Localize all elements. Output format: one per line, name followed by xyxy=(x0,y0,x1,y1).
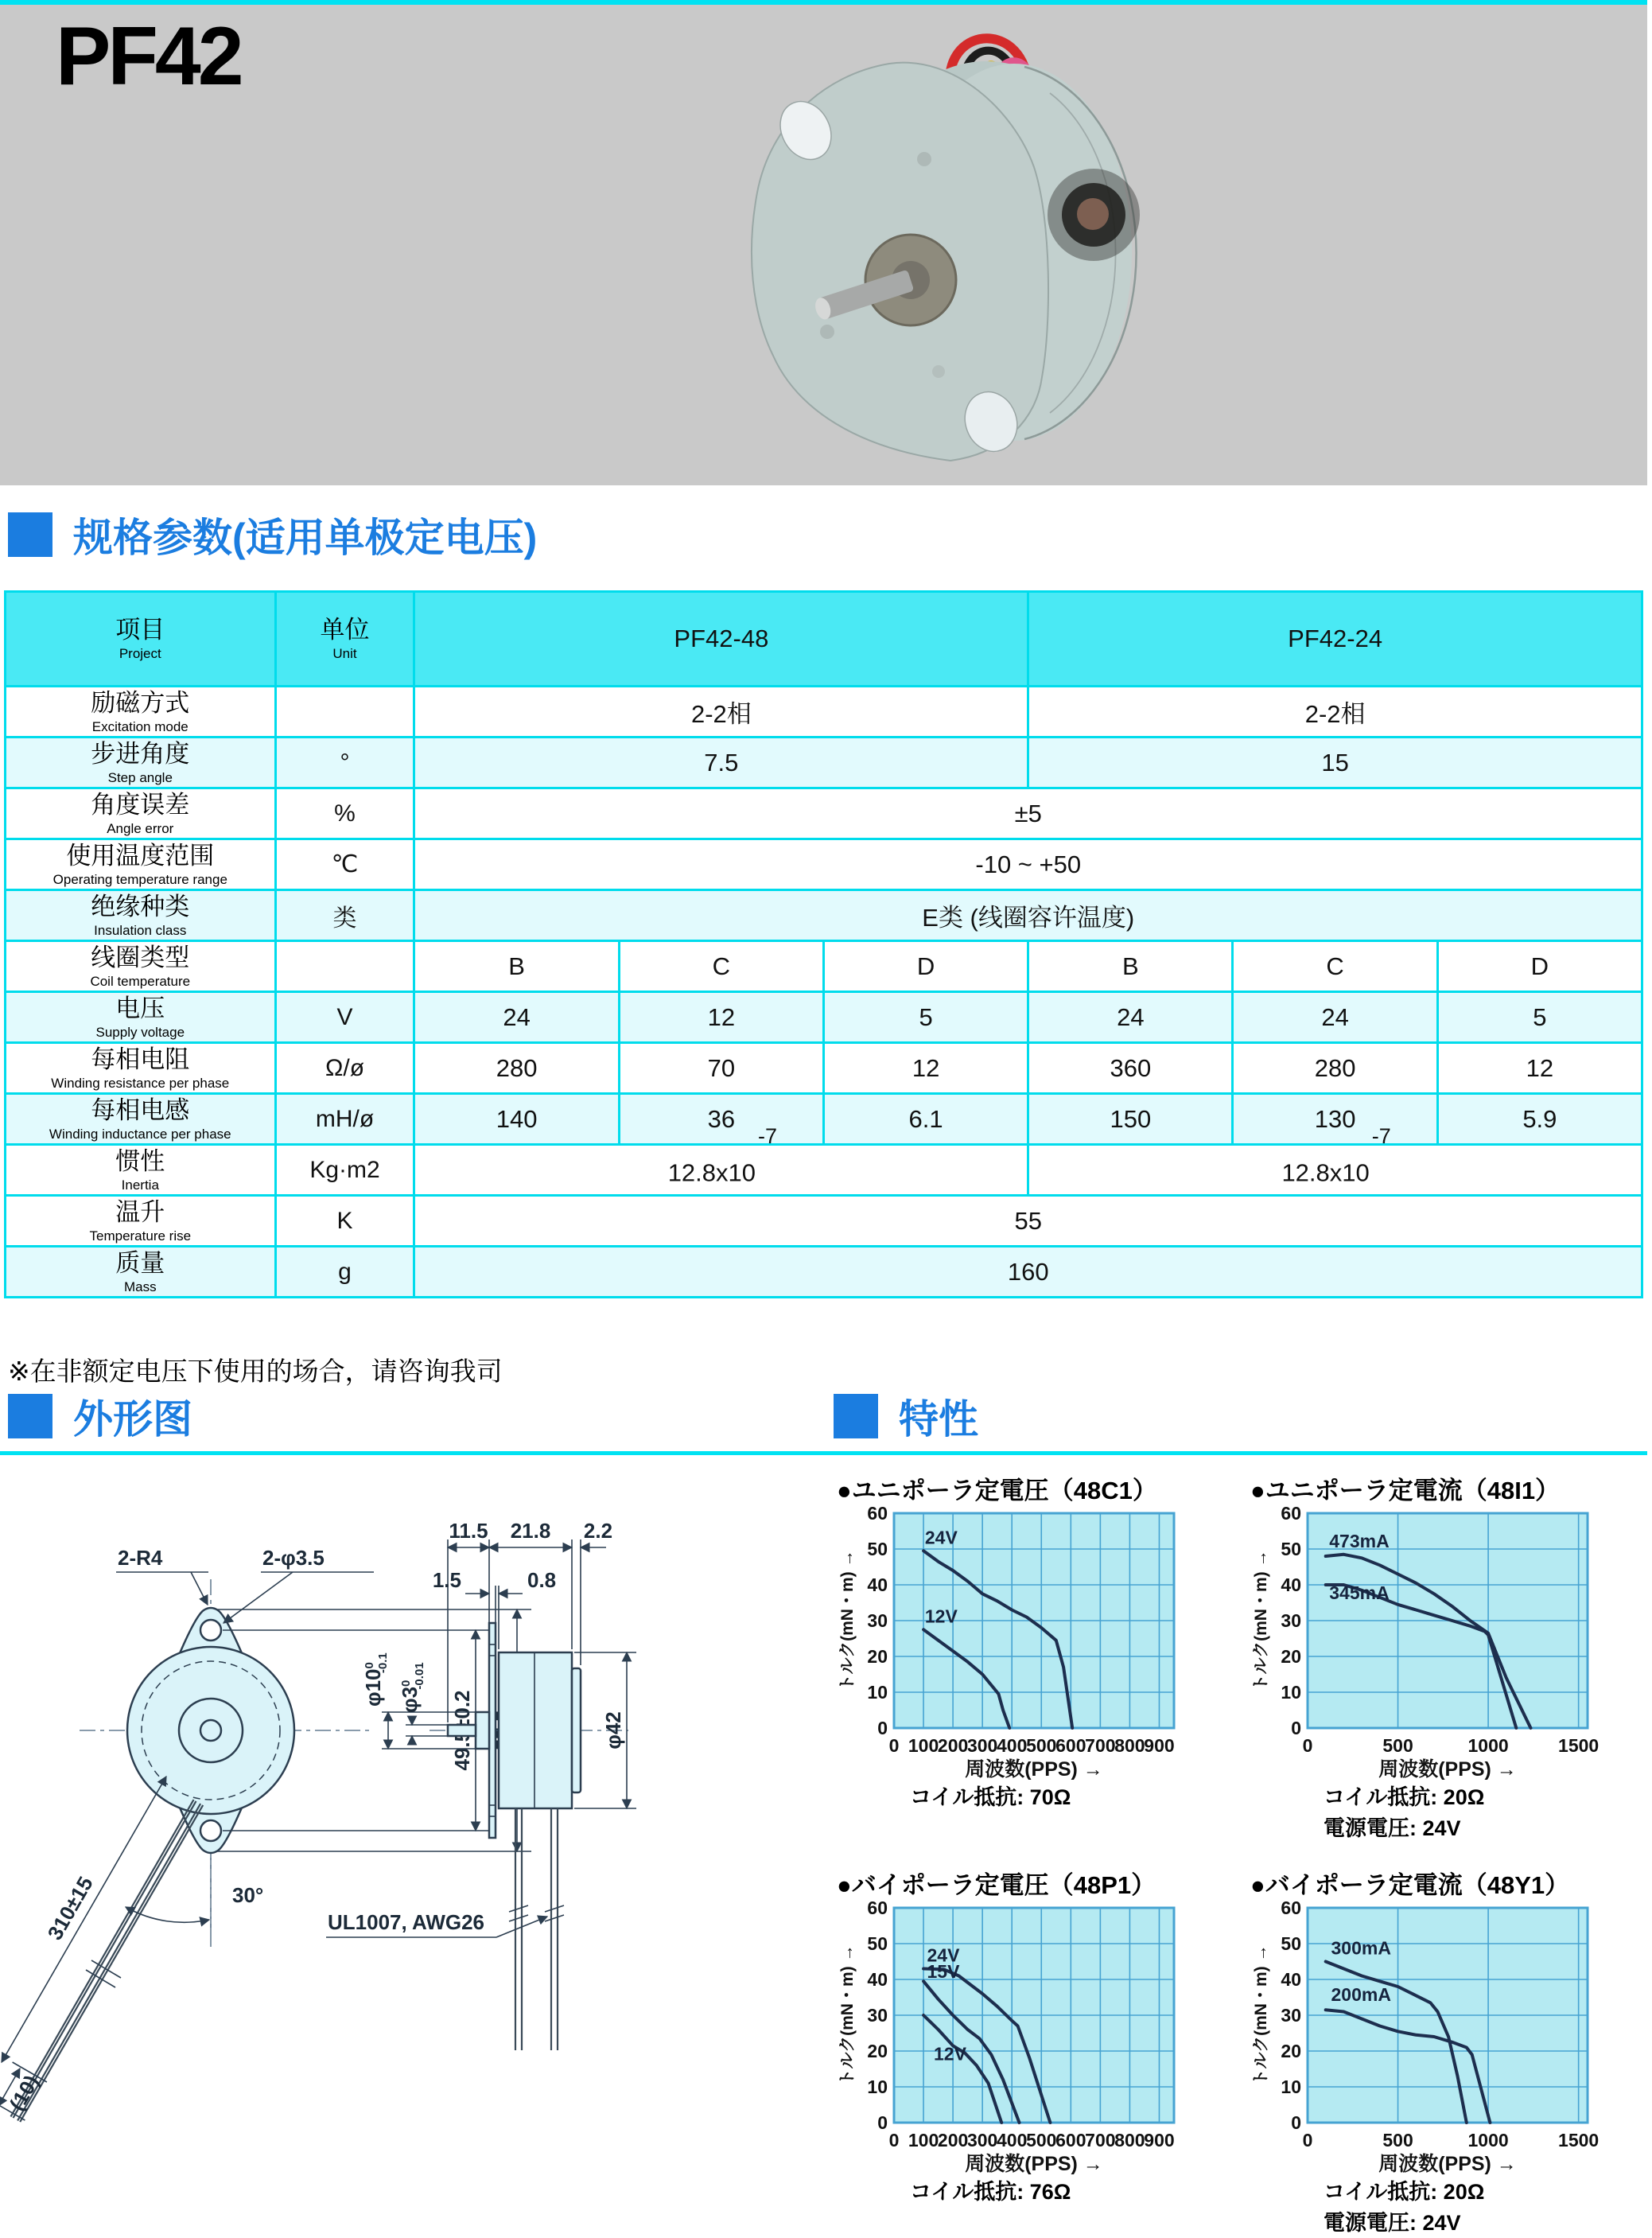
row-voltage: 电压 Supply voltage V 24 12 5 24 24 5 xyxy=(6,992,1642,1043)
svg-text:300: 300 xyxy=(966,2130,998,2150)
row-inductance: 每相电感 Winding inductance per phase mH/ø 140 36 6.1 150 130 5.9 xyxy=(6,1094,1642,1145)
chart-note: 電源電圧: 24V xyxy=(1324,1816,1461,1840)
dim-lead-tip: (10) xyxy=(4,2070,44,2115)
section-header-outline xyxy=(8,1388,192,1445)
svg-text:30: 30 xyxy=(1281,2005,1301,2026)
chart-48C1-plot xyxy=(837,1503,1230,1781)
dim-boss-gap: 0.8 xyxy=(527,1568,557,1592)
chart-48I1 xyxy=(1250,1470,1652,1843)
section-header-characteristics xyxy=(834,1388,978,1445)
svg-text:30: 30 xyxy=(867,2005,888,2026)
svg-text:800: 800 xyxy=(1114,1735,1145,1756)
svg-text:周波数(PPS) →: 周波数(PPS) → xyxy=(1378,2153,1517,2175)
chart-note: コイル抵抗: 70Ω xyxy=(910,1785,1071,1809)
section-title: 特性 xyxy=(899,1397,978,1442)
blue-square-icon xyxy=(8,1394,52,1438)
section-header-spec xyxy=(8,506,537,563)
svg-text:1000: 1000 xyxy=(1467,2130,1509,2150)
banner xyxy=(0,5,1647,485)
svg-text:トルク(mN・m) →: トルク(mN・m) → xyxy=(838,1550,857,1691)
row-angle-error: 角度误差 Angle error % ±5 xyxy=(6,788,1642,839)
svg-text:20: 20 xyxy=(1281,1646,1301,1667)
outline-drawing xyxy=(0,1460,823,2224)
col-unit-cn: 单位 xyxy=(320,616,370,644)
svg-text:400: 400 xyxy=(997,2130,1028,2150)
svg-text:200: 200 xyxy=(937,1735,969,1756)
chart-48I1-plot xyxy=(1250,1503,1644,1781)
svg-text:40: 40 xyxy=(867,1574,888,1595)
dim-body-dia: φ42 xyxy=(601,1711,625,1750)
chart-48P1 xyxy=(837,1865,1238,2207)
section-title: 外形图 xyxy=(73,1397,192,1442)
svg-text:周波数(PPS) →: 周波数(PPS) → xyxy=(1378,1758,1517,1781)
dim-shaft-len: 11.5 xyxy=(449,1519,488,1543)
svg-text:30: 30 xyxy=(1281,1610,1301,1631)
svg-text:40: 40 xyxy=(1281,1969,1301,1990)
svg-text:10: 10 xyxy=(1281,2076,1301,2097)
svg-text:900: 900 xyxy=(1144,1735,1175,1756)
svg-text:周波数(PPS) →: 周波数(PPS) → xyxy=(965,2153,1103,2175)
row-step-angle: 步进角度 Step angle ° 7.5 15 xyxy=(6,738,1642,788)
chart-title: ●ユニポーラ定電圧（48C1） xyxy=(837,1477,1157,1504)
svg-text:50: 50 xyxy=(1281,1933,1301,1954)
svg-text:1000: 1000 xyxy=(1467,1735,1509,1756)
motor-photo xyxy=(676,18,1153,475)
col-model-pf42-48: PF42-48 xyxy=(414,592,1028,687)
product-title: PF42 xyxy=(56,10,241,103)
col-unit-en: Unit xyxy=(332,646,357,661)
chart-title: ●ユニポーラ定電流（48I1） xyxy=(1250,1477,1561,1504)
svg-text:24V: 24V xyxy=(924,1527,958,1548)
dim-lead-length: 310±15 xyxy=(42,1872,98,1944)
col-project-en: Project xyxy=(119,646,161,661)
dim-rear-len: 2.2 xyxy=(583,1519,613,1543)
svg-text:60: 60 xyxy=(867,1503,888,1524)
svg-text:0: 0 xyxy=(1291,2112,1301,2133)
svg-text:473mA: 473mA xyxy=(1329,1530,1390,1551)
svg-text:60: 60 xyxy=(867,1897,888,1918)
row-mass: 质量 Mass g 160 xyxy=(6,1247,1642,1298)
svg-text:500: 500 xyxy=(1382,1735,1413,1756)
svg-text:700: 700 xyxy=(1085,2130,1116,2150)
svg-text:0: 0 xyxy=(1291,1718,1301,1738)
svg-text:周波数(PPS) →: 周波数(PPS) → xyxy=(965,1758,1103,1781)
blue-square-icon xyxy=(8,512,52,557)
svg-text:40: 40 xyxy=(867,1969,888,1990)
svg-text:300: 300 xyxy=(966,1735,998,1756)
svg-text:40: 40 xyxy=(1281,1574,1301,1595)
chart-title: ●バイポーラ定電流（48Y1） xyxy=(1250,1871,1570,1899)
chart-note: コイル抵抗: 20Ω xyxy=(1324,2180,1485,2204)
side-view xyxy=(326,1519,636,2050)
svg-text:24V: 24V xyxy=(927,1944,960,1966)
col-unit xyxy=(275,592,414,687)
svg-text:500: 500 xyxy=(1382,2130,1413,2150)
row-temp-range: 使用温度范围 Operating temperature range ℃ -10 ~ +50 xyxy=(6,839,1642,890)
svg-text:50: 50 xyxy=(867,1933,888,1954)
svg-text:900: 900 xyxy=(1144,2130,1175,2150)
col-model-pf42-24: PF42-24 xyxy=(1028,592,1642,687)
dim-boss-dia: $\varphi 10^0-0.1$ xyxy=(361,1652,390,1707)
chart-title: ●バイポーラ定電圧（48P1） xyxy=(837,1871,1156,1899)
svg-text:0: 0 xyxy=(877,1718,888,1738)
svg-text:10: 10 xyxy=(1281,1682,1301,1703)
svg-text:0: 0 xyxy=(888,1735,900,1756)
chart-48Y1 xyxy=(1250,1865,1652,2238)
section-title: 规格参数(适用单极定电压) xyxy=(73,516,538,560)
row-temp-rise: 温升 Temperature rise K 55 xyxy=(6,1196,1642,1247)
svg-text:10: 10 xyxy=(867,1682,888,1703)
svg-text:700: 700 xyxy=(1085,1735,1116,1756)
svg-text:300mA: 300mA xyxy=(1331,1937,1391,1959)
table-header-row xyxy=(6,592,1642,687)
dim-plate-thk: 1.5 xyxy=(432,1568,461,1592)
svg-text:0: 0 xyxy=(888,2130,900,2150)
blue-square-icon xyxy=(834,1394,878,1438)
chart-note: コイル抵抗: 76Ω xyxy=(910,2180,1071,2204)
svg-text:30: 30 xyxy=(867,1610,888,1631)
svg-text:200mA: 200mA xyxy=(1331,1984,1391,2005)
label-wire-spec: UL1007, AWG26 xyxy=(328,1910,485,1934)
col-project xyxy=(6,592,276,687)
svg-text:10: 10 xyxy=(867,2076,888,2097)
svg-text:20: 20 xyxy=(867,2041,888,2061)
dim-2-phi3.5: 2-φ3.5 xyxy=(262,1546,325,1570)
svg-text:100: 100 xyxy=(908,2130,939,2150)
svg-text:トルク(mN・m) →: トルク(mN・m) → xyxy=(838,1944,857,2086)
svg-text:600: 600 xyxy=(1055,2130,1086,2150)
svg-text:0: 0 xyxy=(1302,2130,1313,2150)
row-inertia: 惯性 Inertia Kg·m2 $12.8x10^{-7}$ $12.8x10^{-7}$ xyxy=(6,1145,1642,1196)
dim-shaft-dia: $\varphi 3^0-0.01$ xyxy=(398,1662,426,1713)
svg-text:200: 200 xyxy=(937,2130,969,2150)
row-resistance: 每相电阻 Winding resistance per phase Ω/ø 280 70 12 360 280 12 xyxy=(6,1043,1642,1094)
svg-text:トルク(mN・m) →: トルク(mN・m) → xyxy=(1252,1550,1270,1691)
col-project-cn: 项目 xyxy=(115,616,165,644)
dim-body-len: 21.8 xyxy=(510,1519,551,1543)
svg-text:トルク(mN・m) →: トルク(mN・m) → xyxy=(1252,1944,1270,2086)
svg-text:800: 800 xyxy=(1114,2130,1145,2150)
chart-note: コイル抵抗: 20Ω xyxy=(1324,1785,1485,1809)
svg-text:0: 0 xyxy=(1302,1735,1313,1756)
chart-48C1 xyxy=(837,1470,1238,1812)
row-coil-type: 线圈类型 Coil temperature B C D B C D xyxy=(6,941,1642,992)
svg-text:12V: 12V xyxy=(934,2043,966,2065)
cyan-divider xyxy=(0,1451,1647,1455)
svg-text:15V: 15V xyxy=(927,1960,960,1982)
svg-text:500: 500 xyxy=(1026,2130,1057,2150)
svg-text:0: 0 xyxy=(877,2112,888,2133)
chart-48Y1-plot xyxy=(1250,1897,1644,2175)
svg-text:345mA: 345mA xyxy=(1329,1582,1390,1603)
svg-text:60: 60 xyxy=(1281,1503,1301,1524)
footnote: ※在非额定电压下使用的场合，请咨询我司 xyxy=(8,1356,503,1386)
svg-text:50: 50 xyxy=(1281,1539,1301,1559)
dim-2-R4: 2-R4 xyxy=(118,1546,163,1570)
svg-text:20: 20 xyxy=(867,1646,888,1667)
svg-text:100: 100 xyxy=(908,1735,939,1756)
svg-text:1500: 1500 xyxy=(1558,1735,1600,1756)
svg-text:20: 20 xyxy=(1281,2041,1301,2061)
row-excitation: 励磁方式 Excitation mode 2-2相 2-2相 xyxy=(6,687,1642,738)
svg-text:12V: 12V xyxy=(924,1606,958,1627)
front-lead-wires xyxy=(11,1800,204,2122)
chart-note: 電源電圧: 24V xyxy=(1324,2211,1461,2235)
svg-text:60: 60 xyxy=(1281,1897,1301,1918)
dim-angle: 30° xyxy=(232,1883,264,1907)
svg-text:500: 500 xyxy=(1026,1735,1057,1756)
row-insulation: 绝缘种类 Insulation class 类 E类 (线圈容许温度) xyxy=(6,890,1642,941)
front-view xyxy=(0,1546,531,2122)
svg-text:400: 400 xyxy=(997,1735,1028,1756)
svg-text:50: 50 xyxy=(867,1539,888,1559)
spec-table xyxy=(4,590,1643,1298)
motor-bearing-spot xyxy=(1048,169,1140,261)
svg-text:1500: 1500 xyxy=(1558,2130,1600,2150)
chart-48P1-plot xyxy=(837,1897,1230,2175)
svg-text:600: 600 xyxy=(1055,1735,1086,1756)
